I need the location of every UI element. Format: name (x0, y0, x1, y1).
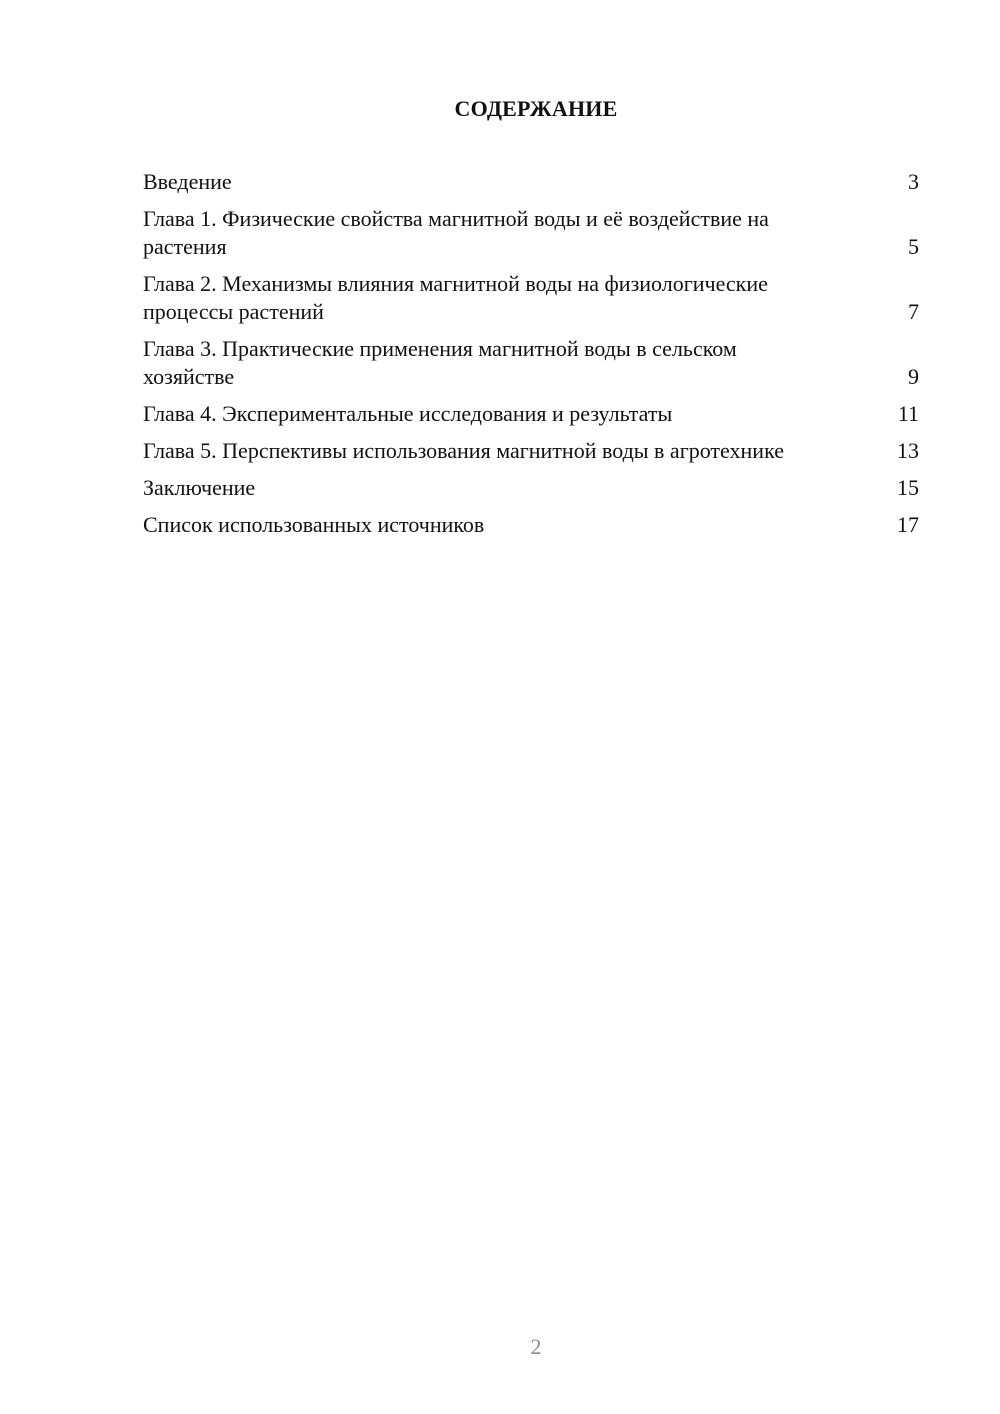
toc-entry-page-number: 3 (908, 169, 919, 194)
toc-entry-label: Список использованных источников (143, 512, 485, 537)
toc-entry-page-number: 5 (908, 234, 919, 259)
toc-entry-references[interactable] (143, 511, 919, 539)
toc-entry-page-number: 11 (897, 401, 919, 426)
toc-entry-chapter-5[interactable] (143, 437, 919, 465)
toc-entry-chapter-4[interactable] (143, 400, 919, 428)
toc-entry-page-number: 13 (897, 438, 919, 463)
toc-entry-page-number: 17 (897, 512, 919, 537)
toc-entry-page-number: 9 (908, 364, 919, 389)
toc-entry-label: Глава 1. Физические свойства магнитной воды и её воздействие на растения (143, 206, 769, 259)
toc-entry-chapter-3[interactable] (143, 335, 919, 391)
page-number: 2 (530, 1334, 542, 1359)
toc-entry-introduction[interactable] (143, 168, 919, 196)
toc-entry-label: Глава 3. Практические применения магнитной воды в сельском хозяйстве (143, 336, 737, 389)
toc-entry-label: Заключение (143, 475, 256, 500)
toc-entry-page-number: 7 (908, 299, 919, 324)
page-title: СОДЕРЖАНИЕ (454, 96, 618, 121)
toc-entry-label: Введение (143, 169, 232, 194)
toc-entry-label: Глава 2. Механизмы влияния магнитной воды на физиологические процессы растений (143, 271, 768, 324)
toc-entry-label: Глава 5. Перспективы использования магнитной воды в агротехнике (143, 438, 784, 463)
table-of-contents (143, 168, 919, 548)
toc-entry-conclusion[interactable] (143, 474, 919, 502)
toc-entry-page-number: 15 (897, 475, 919, 500)
toc-entry-chapter-2[interactable] (143, 270, 919, 326)
toc-entry-chapter-1[interactable] (143, 205, 919, 261)
toc-entry-label: Глава 4. Экспериментальные исследования и результаты (143, 401, 673, 426)
